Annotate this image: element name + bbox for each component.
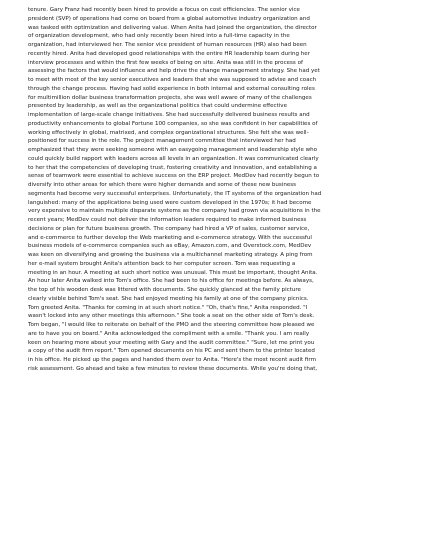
document-line: keen on hearing more about your meeting with Gary and the audit committee." "Sure, let me print you <box>28 339 315 346</box>
document-line: working effectively in global, matrixed, and complex organizational structures. She felt she was well- <box>28 129 309 136</box>
document-line: presented by leadership, as well as the organizational politics that could undermine effective <box>28 103 287 110</box>
document-line: diversify into other areas for which there were higher demands and some of these new business <box>28 182 297 188</box>
document-line: organization, had interviewed her. The senior vice president of human resources (HR) also had been <box>28 42 307 48</box>
document-line: of organization development, who had only recently been hired into a full-time capacity in the <box>28 33 290 40</box>
document-line: productivity enhancements to global Fortune 100 companies, so she was confident in her capabilities of <box>28 120 318 127</box>
document-line: her e-mail system brought Anita's attention back to her computer screen. Tom was requesting a <box>28 260 296 267</box>
document-line: business models of e-commerce companies such as eBay, Amazon.com, and Overstock.com, MedDev <box>28 243 312 250</box>
document-line: positioned for success in the role. The project management committee that interviewed her had <box>28 138 296 145</box>
document-line: emphasized that they were seeking someone with an easygoing management and leadership style who <box>28 147 318 153</box>
document-line: through the change process. Having had solid experience in both internal and external consulting roles <box>28 85 315 92</box>
document-line: was keen on diversifying and growing the business via a multichannel marketing strategy. A ping from <box>28 252 313 258</box>
document-line: tenure. Gary Franz had recently been hired to provide a focus on cost efficiencies. The senior vice <box>28 7 300 13</box>
document-line: could quickly build rapport with leaders across all levels in an organization. It was communicated clearly <box>28 155 319 162</box>
document-line: risk assessment. Go ahead and take a few minutes to review these documents. While you're doing that, <box>28 365 318 372</box>
document-line: Tom greeted Anita. "Thanks for coming in at such short notice." "Oh, that's fine," Anita responded. "I <box>28 304 308 311</box>
document-line: implementation of large-scale change initiatives. She had successfully delivered business results and <box>28 112 310 118</box>
document-line: decisions or plan for future business growth. The company had hired a VP of sales, customer service, <box>28 225 310 232</box>
document-line: for multimillion dollar business transformation projects, she was well aware of many of the challenges <box>28 94 312 101</box>
document-line: An hour later Anita walked into Tom's office. She had been to his office for meetings before. As always, <box>28 278 314 285</box>
document-line: sense of teamwork were essential to achieve success on the ERP project. MedDev had recently begun to <box>28 173 320 180</box>
document-line: Tom began, "I would like to reiterate on behalf of the PMO and the steering committee how pleased we <box>28 322 315 328</box>
document-line: a copy of the audit firm report." Tom opened documents on his PC and sent them to the printer located <box>28 348 315 355</box>
document-line: in his office. He picked up the pages and handed them over to Anita. "Here's the most recent audit firm <box>28 357 317 363</box>
document-line: recent years; MedDev could not deliver the information leaders required to make informed business <box>28 217 307 223</box>
document-line: recently hired. Anita had developed good relationships with the entire HR leadership team during her <box>28 50 310 57</box>
document-line: was tasked with optimization and delivering value. When Anita had joined the organization, the director <box>28 24 317 31</box>
document-line: interview processes and within the first few weeks of being on site. Anita was still in the process of <box>28 59 303 66</box>
document-line: to meet with most of the key senior executives and leaders that she was supposed to advise and coach <box>28 77 317 83</box>
document-line: president (SVP) of operations had come on board from a global automotive industry organization and <box>28 15 310 22</box>
document-line: and e-commerce to further develop the Web marketing and e-commerce strategy. With the successful <box>28 234 312 241</box>
document-line: the top of his wooden desk was littered with documents. She quickly glanced at the family picture <box>28 287 301 293</box>
document-line: very expensive to maintain multiple disparate systems as the company had grown via acquisitions in the <box>28 208 321 215</box>
document-line: assessing the factors that would influence and help drive the change management strategy. She had yet <box>28 68 320 75</box>
document-line: are to have you on board." Anita acknowledged the compliment with a smile. "Thank you. I am really <box>28 330 310 337</box>
document-line: languished: many of the applications being used were custom developed in the 1970s; it had become <box>28 199 312 206</box>
document-line: segments had become very successful enterprises. Unfortunately, the IT systems of the organization had <box>28 190 322 197</box>
document-line: to her that the competencies of developing trust, fostering creativity and innovation, and establishing a <box>28 164 317 171</box>
document-line: meeting in an hour. A meeting at such short notice was unusual. This must be important, thought Anita. <box>28 269 318 276</box>
document-line: wasn't locked into any other meetings this afternoon." She took a seat on the other side of Tom's desk. <box>28 313 315 320</box>
document-body-text <box>28 6 410 374</box>
document-line: clearly visible behind Tom's seat. She had enjoyed meeting his family at one of the company picnics. <box>28 295 309 302</box>
